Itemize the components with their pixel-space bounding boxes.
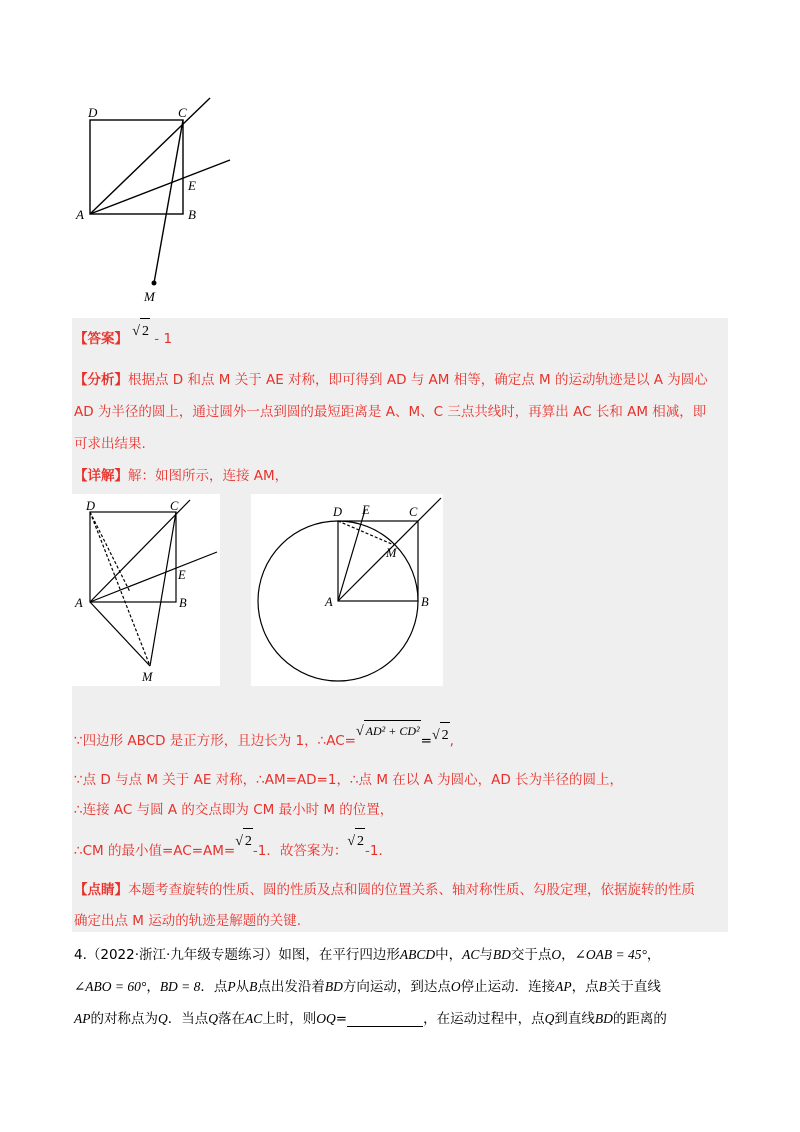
detail-line: 【详解】解：如图所示，连接 AM，: [74, 468, 289, 484]
answer-line: [74, 326, 172, 352]
analysis-line-1: 【分析】根据点 D 和点 M 关于 AE 对称，即可得到 AD 与 AM 相等，确定点 M 的运动轨迹是以 A 为圆心: [74, 372, 708, 388]
step1-sqrt: √ AD² + CD²: [356, 719, 421, 744]
answer-rest: - 1: [154, 331, 173, 347]
right-label-a: A: [325, 595, 333, 609]
left-label-b: B: [179, 596, 187, 610]
point-m: [152, 281, 157, 286]
step-1: ∵四边形 ABCD 是正方形，且边长为 1，∴AC=√ AD² + CD²=√ 2,: [74, 728, 454, 754]
analysis-line-2: AD 为半径的圆上，通过圆外一点到圆的最短距离是 A、M、C 三点共线时，再算出 AC 长和 AM 相减，即: [74, 404, 707, 420]
top-geometry-figure: [60, 90, 250, 310]
step1-sqrt-2: √ 2: [432, 722, 450, 748]
step-3: ∴连接 AC 与圆 A 的交点即为 CM 最小时 M 的位置，: [74, 802, 394, 818]
right-label-b: B: [421, 595, 429, 609]
label-c: C: [178, 105, 187, 120]
label-b: B: [188, 207, 196, 222]
answer-tag: 【答案】: [74, 331, 128, 347]
analysis-line-3: 可求出结果.: [74, 436, 146, 452]
right-label-m: M: [386, 546, 397, 560]
left-label-e: E: [178, 568, 186, 582]
comment-tag: 【点睛】: [74, 882, 128, 898]
left-label-c: C: [170, 499, 179, 513]
left-label-m: M: [142, 670, 153, 684]
label-d: D: [88, 105, 98, 120]
label-e: E: [188, 178, 196, 193]
right-label-c: C: [409, 505, 418, 519]
left-label-d: D: [86, 499, 96, 513]
analysis-tag: 【分析】: [74, 372, 128, 388]
step4-sqrt-1: √ 2: [235, 828, 253, 854]
answer-sqrt: √ 2: [132, 318, 150, 344]
detail-tag: 【详解】: [74, 468, 128, 484]
line-ac-extended: [90, 98, 210, 214]
step4-sqrt-2: √ 2: [347, 828, 365, 854]
label-m: M: [144, 289, 155, 304]
step-4: ∴CM 的最小值=AC=AM=√ 2-1．故答案为：√ 2-1．: [74, 838, 392, 864]
answer-blank[interactable]: [347, 1012, 423, 1027]
left-label-a: A: [75, 596, 83, 610]
line-cm: [154, 120, 183, 283]
question4-line-2: ∠ABO = 60°，BD = 8．点P从B点出发沿着BD方向运动，到达点O停止运动．连接AP，点B关于直线: [74, 979, 661, 995]
question4-line-3: AP的对称点为Q．当点Q落在AC上时，则OQ= ，在运动过程中，点Q到直线BD的距离的: [74, 1011, 667, 1027]
comment-line-2: 确定出点 M 运动的轨迹是解题的关键.: [74, 913, 302, 929]
line-ae: [90, 160, 230, 214]
label-a: A: [76, 207, 84, 222]
detail-figure-right: [251, 494, 443, 686]
step-2: ∵点 D 与点 M 关于 AE 对称，∴AM=AD=1，∴点 M 在以 A 为圆心，AD 长为半径的圆上，: [74, 772, 624, 788]
comment-line-1: 【点睛】本题考查旋转的性质、圆的性质及点和圆的位置关系、轴对称性质、勾股定理，依据旋转的性质: [74, 882, 695, 898]
detail-figure-left: [72, 494, 220, 686]
right-label-d: D: [333, 505, 343, 519]
right-label-e: E: [362, 503, 370, 517]
question4-line-1: 4.（2022·浙江·九年级专题练习）如图，在平行四边形ABCD中，AC与BD交于点O，∠OAB = 45°，: [74, 947, 661, 963]
